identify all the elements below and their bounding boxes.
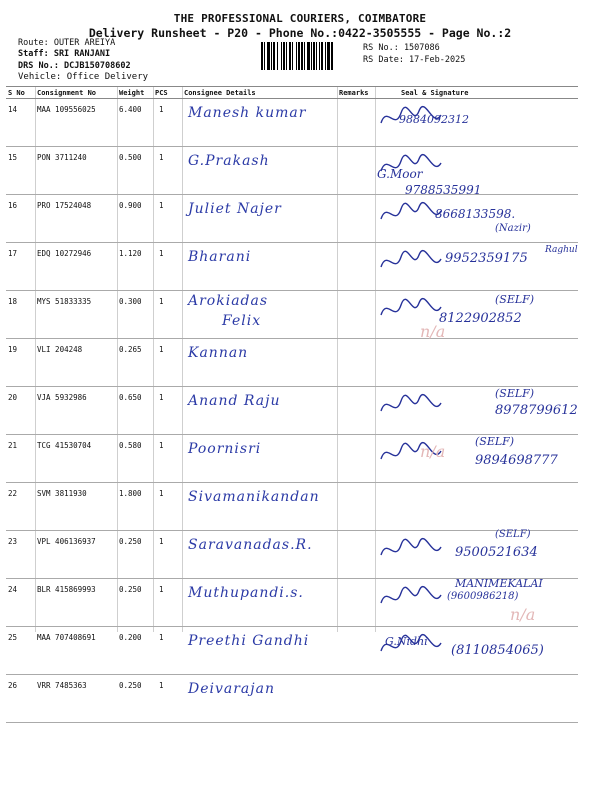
consignee-handwriting: Sivamanikandan — [188, 489, 320, 505]
row-sno: 24 — [6, 579, 35, 627]
col-consignee: Consignee Details — [182, 87, 337, 99]
consignee-handwriting: Muthupandi.s. — [188, 585, 304, 601]
row-sno: 15 — [6, 147, 35, 195]
row-remarks — [337, 435, 375, 483]
row-pcs: 1 — [153, 483, 182, 531]
signature-phone: 8122902852 — [439, 311, 522, 326]
consignee-handwriting: Poornisri — [188, 441, 262, 457]
row-signature — [375, 579, 578, 627]
signature-phone: 9894698777 — [475, 453, 558, 468]
row-consignee — [182, 243, 337, 291]
signature-text: G.Nidhi — [385, 635, 428, 648]
row-weight: 1.120 — [117, 243, 153, 291]
row-weight: 0.650 — [117, 387, 153, 435]
table-row — [6, 243, 578, 291]
consignee-handwriting: Arokiadas — [188, 293, 269, 309]
row-consignment-no: VLI 204248 — [35, 339, 117, 387]
row-consignment-no: MAA 109556025 — [35, 99, 117, 147]
row-consignment-no: EDQ 10272946 — [35, 243, 117, 291]
row-consignee — [182, 195, 337, 243]
runsheet-table — [6, 86, 578, 723]
row-signature — [375, 531, 578, 579]
row-consignment-no: VJA 5932986 — [35, 387, 117, 435]
table-row — [6, 195, 578, 243]
row-weight: 0.580 — [117, 435, 153, 483]
consignee-handwriting: Saravanadas.R. — [188, 537, 313, 553]
signature-phone: (Nazir) — [495, 223, 531, 234]
row-weight: 0.250 — [117, 675, 153, 723]
row-signature — [375, 483, 578, 531]
table-row — [6, 483, 578, 531]
company-title: THE PROFESSIONAL COURIERS, COIMBATORE — [173, 12, 427, 25]
row-consignment-no: MAA 707408691 — [35, 627, 117, 675]
table-row — [6, 675, 578, 723]
row-signature — [375, 675, 578, 723]
table-row — [6, 147, 578, 195]
row-signature — [375, 291, 578, 339]
row-consignee — [182, 579, 337, 627]
row-pcs: 1 — [153, 99, 182, 147]
row-consignment-no: PON 3711240 — [35, 147, 117, 195]
row-remarks — [337, 483, 375, 531]
col-signature: Seal & Signature — [375, 87, 578, 99]
signature-text: (SELF) — [495, 529, 531, 540]
row-remarks — [337, 339, 375, 387]
table-row — [6, 291, 578, 339]
signature-phone: (8110854065) — [451, 643, 544, 658]
rs-number: RS No.: 1507086 — [363, 43, 440, 53]
signature-phone: 9500521634 — [455, 545, 538, 560]
row-signature — [375, 387, 578, 435]
col-remarks: Remarks — [337, 87, 375, 99]
signature-text: MANIMEKALAI — [455, 577, 543, 590]
drs-number: DRS No.: DCJB150708602 — [18, 61, 131, 71]
table-row — [6, 435, 578, 483]
row-sno: 18 — [6, 291, 35, 339]
row-consignee — [182, 531, 337, 579]
row-sno: 25 — [6, 627, 35, 675]
row-signature — [375, 339, 578, 387]
row-consignee — [182, 99, 337, 147]
row-sno: 19 — [6, 339, 35, 387]
consignee-handwriting: G.Prakash — [188, 153, 270, 169]
row-signature — [375, 435, 578, 483]
row-sno: 16 — [6, 195, 35, 243]
signature-phone: Raghul — [545, 245, 578, 255]
row-weight: 1.800 — [117, 483, 153, 531]
signature-text: G.Moor — [377, 167, 423, 181]
signature-text: 9884092312 — [399, 113, 469, 126]
table-row — [6, 339, 578, 387]
rs-date: RS Date: 17-Feb-2025 — [363, 55, 466, 65]
signature-scribble — [377, 581, 447, 617]
row-consignee — [182, 147, 337, 195]
row-consignment-no: VRR 7485363 — [35, 675, 117, 723]
row-sno: 14 — [6, 99, 35, 147]
consignee-handwriting: Kannan — [188, 345, 249, 361]
row-signature — [375, 195, 578, 243]
consignee-handwriting: Preethi Gandhi — [188, 633, 310, 649]
col-consignment: Consignment No — [35, 87, 117, 99]
row-pcs: 1 — [153, 291, 182, 339]
row-consignment-no: SVM 3811930 — [35, 483, 117, 531]
row-consignment-no: MYS 51833335 — [35, 291, 117, 339]
signature-phone: 8978799612 — [495, 403, 578, 418]
row-pcs: 1 — [153, 195, 182, 243]
row-weight: 0.265 — [117, 339, 153, 387]
row-sno: 20 — [6, 387, 35, 435]
row-consignee — [182, 483, 337, 531]
consignee-handwriting: Anand Raju — [188, 393, 281, 409]
col-sno: S No — [6, 87, 35, 99]
signature-phone: (9600986218) — [447, 591, 519, 602]
row-consignment-no: BLR 415869993 — [35, 579, 117, 627]
signature-text: (SELF) — [475, 435, 515, 448]
consignee-handwriting: Bharani — [188, 249, 252, 265]
runsheet-subtitle: Delivery Runsheet - P20 - Phone No.:0422-3505555 - Page No.:2 — [88, 26, 512, 40]
table-row — [6, 99, 578, 147]
signature-text: 8668133598. — [435, 207, 516, 221]
staff-label: Staff: SRI RANJANI — [18, 49, 111, 59]
row-pcs: 1 — [153, 243, 182, 291]
row-pcs: 1 — [153, 579, 182, 627]
row-consignee — [182, 435, 337, 483]
row-consignee — [182, 339, 337, 387]
col-pcs: PCS — [153, 87, 182, 99]
row-pcs: 1 — [153, 147, 182, 195]
row-consignment-no: VPL 406136937 — [35, 531, 117, 579]
signature-scribble — [377, 389, 447, 425]
row-consignee — [182, 291, 337, 339]
row-weight: 0.300 — [117, 291, 153, 339]
row-sno: 23 — [6, 531, 35, 579]
row-weight: 0.200 — [117, 627, 153, 675]
barcode-image — [261, 42, 355, 70]
signature-text: 9952359175 — [445, 251, 528, 266]
table-header-row — [6, 87, 578, 99]
row-pcs: 1 — [153, 531, 182, 579]
table-row — [6, 387, 578, 435]
row-pcs: 1 — [153, 339, 182, 387]
vehicle-label: Vehicle: Office Delivery — [18, 72, 149, 82]
row-consignee — [182, 387, 337, 435]
row-remarks — [337, 147, 375, 195]
row-weight: 0.900 — [117, 195, 153, 243]
row-pcs: 1 — [153, 627, 182, 675]
row-weight: 6.400 — [117, 99, 153, 147]
row-weight: 0.500 — [117, 147, 153, 195]
table-row — [6, 627, 578, 675]
row-consignee — [182, 675, 337, 723]
row-remarks — [337, 291, 375, 339]
signature-scribble — [377, 533, 447, 569]
row-signature — [375, 147, 578, 195]
signature-text: (SELF) — [495, 293, 535, 306]
row-remarks — [337, 531, 375, 579]
row-sno: 22 — [6, 483, 35, 531]
consignee-handwriting: Manesh kumar — [188, 105, 307, 121]
row-pcs: 1 — [153, 435, 182, 483]
consignee-handwriting-line2: Felix — [222, 313, 262, 329]
row-remarks — [337, 99, 375, 147]
consignee-handwriting: Deivarajan — [188, 681, 275, 697]
consignee-handwriting: Juliet Najer — [188, 201, 282, 217]
row-remarks — [337, 675, 375, 723]
col-weight: Weight — [117, 87, 153, 99]
row-signature — [375, 243, 578, 291]
row-signature — [375, 627, 578, 675]
row-remarks — [337, 195, 375, 243]
row-weight: 0.250 — [117, 579, 153, 627]
signature-phone: 9788535991 — [405, 183, 482, 197]
row-weight: 0.250 — [117, 531, 153, 579]
row-consignment-no: PRO 17524048 — [35, 195, 117, 243]
table-row — [6, 579, 578, 627]
row-remarks — [337, 579, 375, 627]
row-remarks — [337, 627, 375, 675]
row-pcs: 1 — [153, 387, 182, 435]
row-consignee — [182, 627, 337, 675]
table-row — [6, 531, 578, 579]
row-sno: 21 — [6, 435, 35, 483]
row-consignment-no: TCG 41530704 — [35, 435, 117, 483]
row-pcs: 1 — [153, 675, 182, 723]
route-label: Route: OUTER AREIYA — [18, 38, 116, 48]
signature-scribble — [377, 245, 447, 281]
row-sno: 17 — [6, 243, 35, 291]
row-remarks — [337, 387, 375, 435]
row-remarks — [337, 243, 375, 291]
row-signature — [375, 99, 578, 147]
signature-text: (SELF) — [495, 387, 535, 400]
row-sno: 26 — [6, 675, 35, 723]
